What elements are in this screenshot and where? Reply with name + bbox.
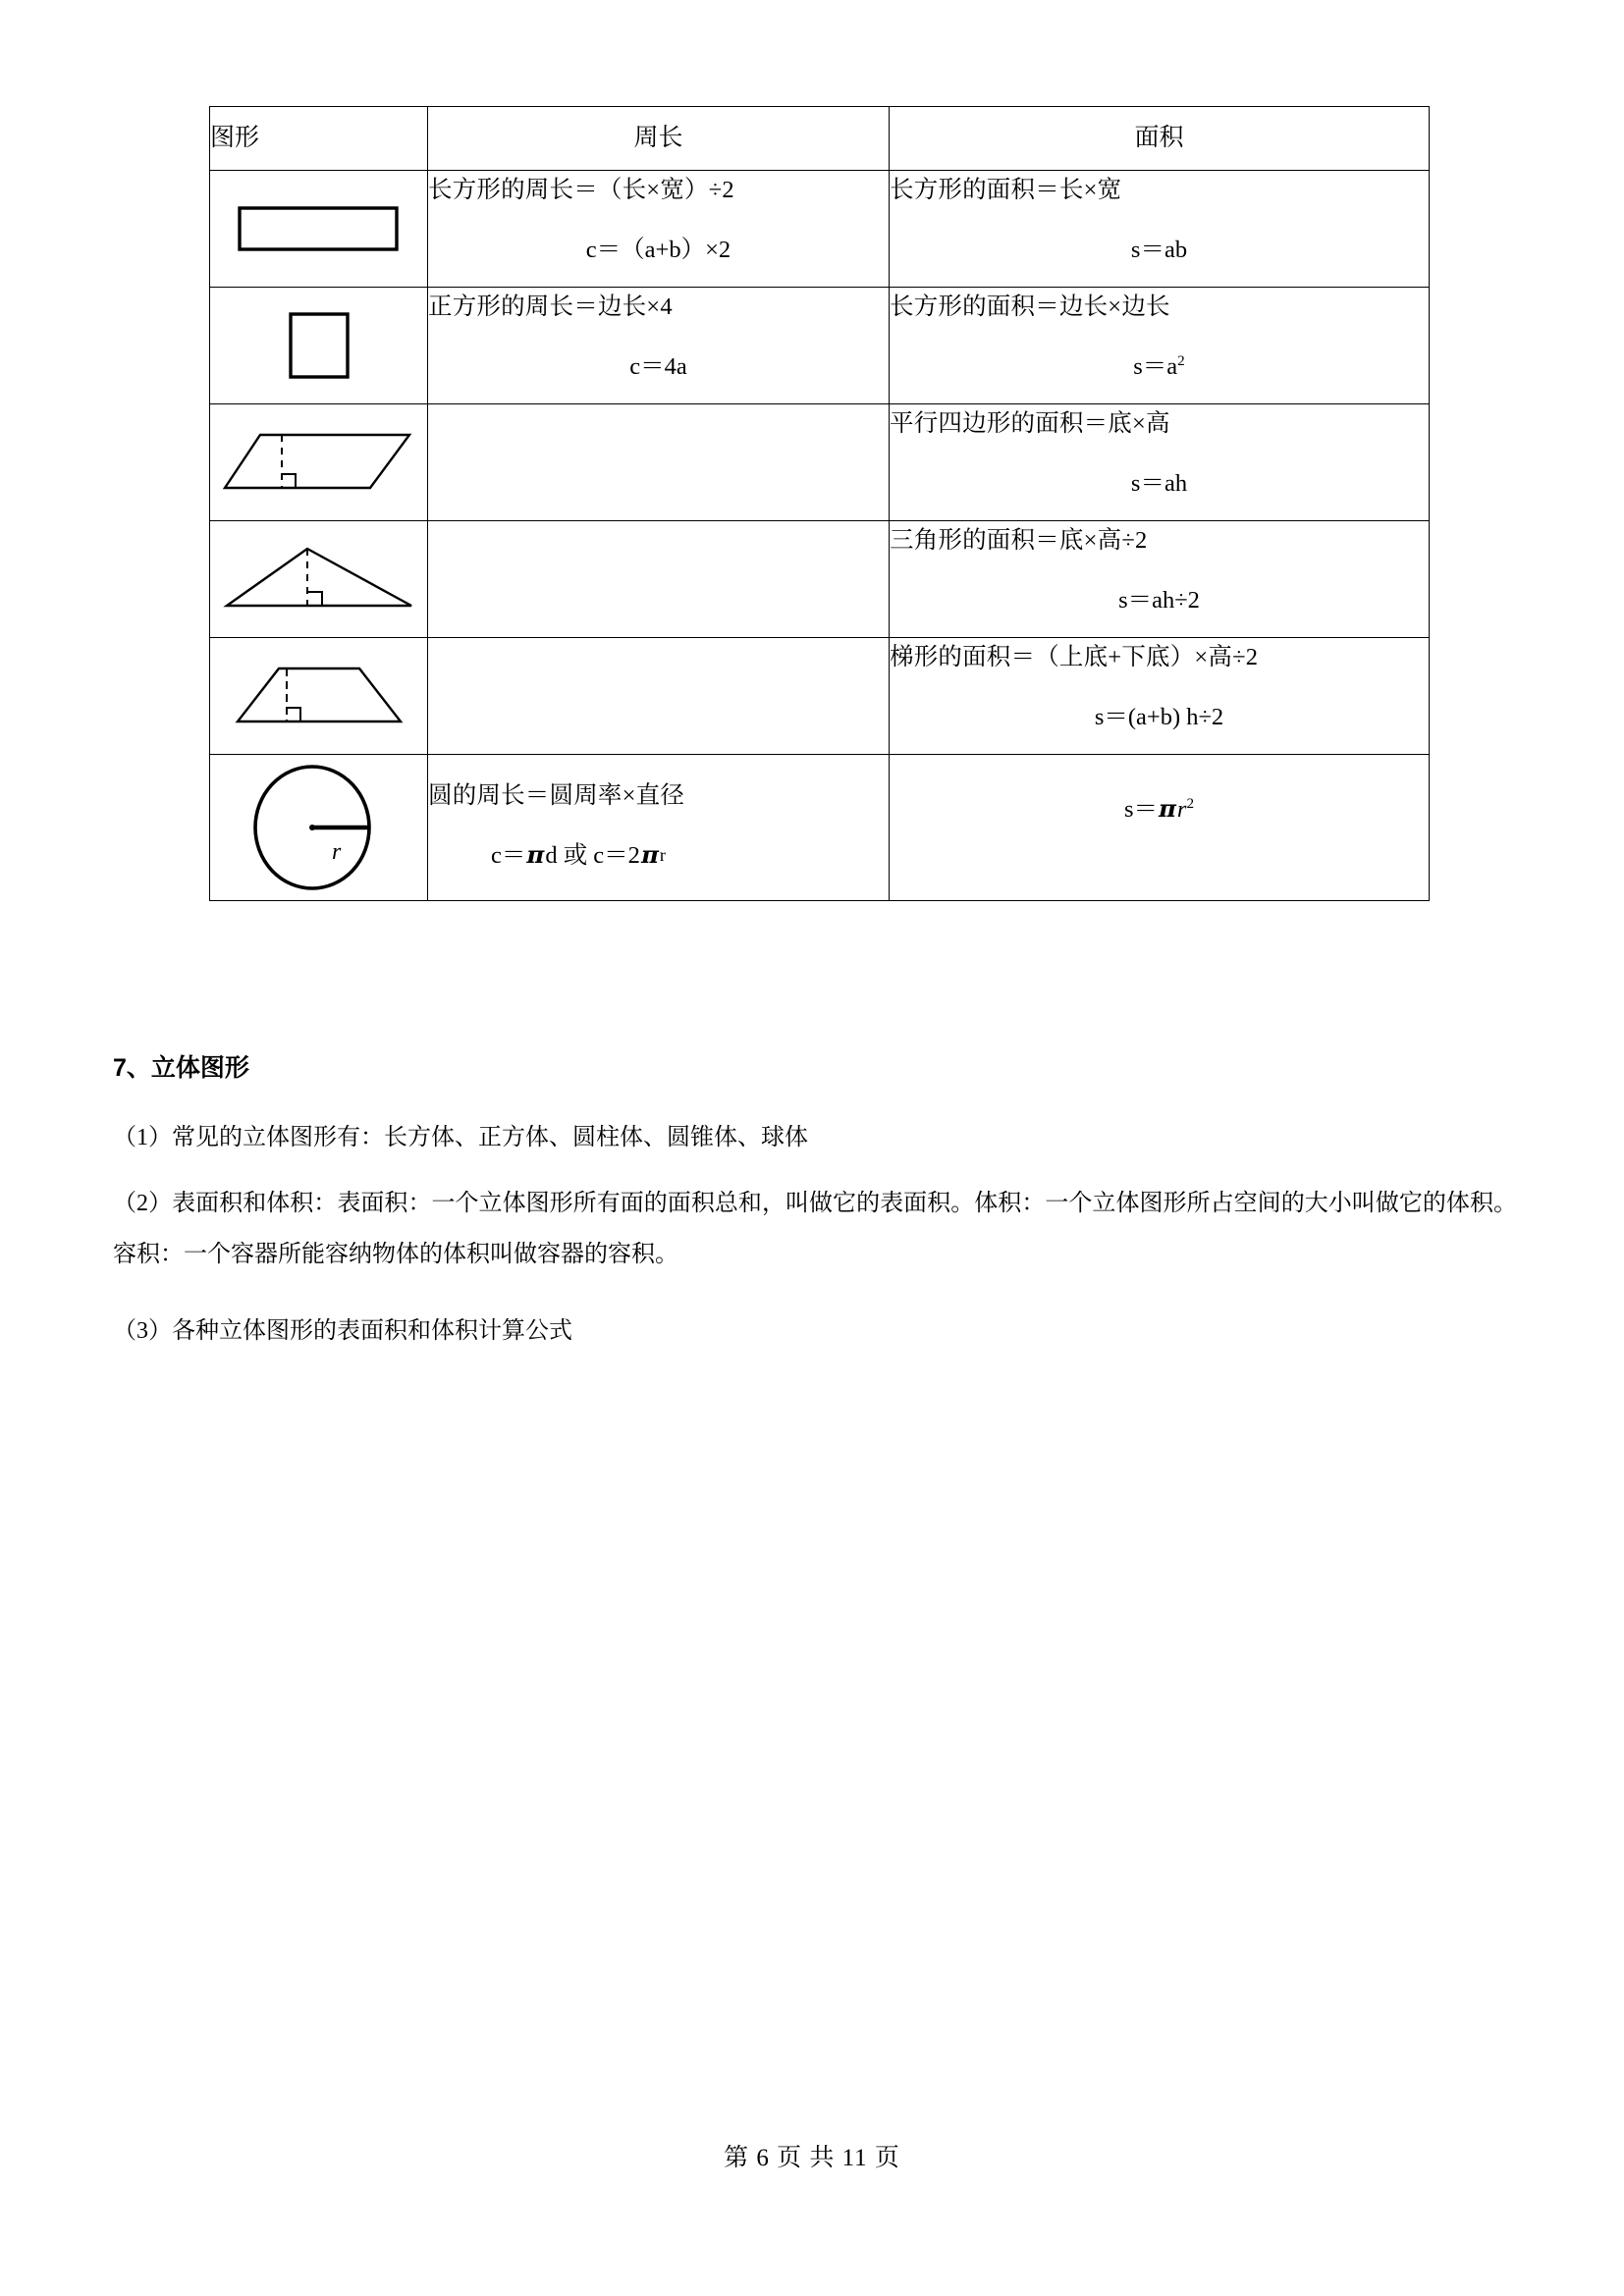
pi-symbol: π xyxy=(526,840,545,869)
trapezoid-shape-icon xyxy=(210,638,427,754)
area-cell-triangle xyxy=(890,521,1430,638)
shape-cell-circle xyxy=(210,755,428,901)
section-heading-solid-figures: 7、立体图形 xyxy=(113,1054,249,1082)
area-formula-symbolic: s＝ah xyxy=(1130,470,1188,497)
perimeter-cell-rectangle xyxy=(428,171,890,288)
perimeter-formula-text: 正方形的周长＝边长×4 xyxy=(428,294,673,320)
header-area: 面积 xyxy=(890,107,1430,171)
perimeter-formula-symbolic: c＝（a+b）×2 xyxy=(585,237,731,263)
area-formula-symbolic: s＝(a+b) h÷2 xyxy=(1094,704,1224,730)
perimeter-cell-circle xyxy=(428,755,890,901)
geometry-formula-table-container xyxy=(209,106,1429,901)
table-row xyxy=(210,404,1430,521)
perimeter-cell-square xyxy=(428,288,890,404)
geometry-formula-table xyxy=(209,106,1430,901)
perimeter-cell-triangle xyxy=(428,521,890,638)
perimeter-formula-text: 圆的周长＝圆周率×直径 xyxy=(428,782,685,809)
perimeter-part-a: c＝ xyxy=(491,842,526,869)
pi-symbol: π xyxy=(640,840,659,869)
table-row xyxy=(210,521,1430,638)
area-cell-rectangle xyxy=(890,171,1430,288)
table-row xyxy=(210,288,1430,404)
radius-symbol: r xyxy=(659,844,666,865)
triangle-shape-icon xyxy=(210,521,427,637)
shape-cell-parallelogram xyxy=(210,404,428,521)
area-formula-text: 平行四边形的面积＝底×高 xyxy=(890,410,1170,437)
area-cell-parallelogram xyxy=(890,404,1430,521)
area-formula-text: 长方形的面积＝边长×边长 xyxy=(890,294,1170,320)
radius-label: r xyxy=(331,839,341,865)
area-formula-text: 三角形的面积＝底×高÷2 xyxy=(890,527,1148,554)
shape-cell-triangle xyxy=(210,521,428,638)
area-formula-text: 长方形的面积＝长×宽 xyxy=(890,177,1122,203)
area-formula-symbolic: s＝ah÷2 xyxy=(1118,587,1200,614)
page-footer: 第 6 页 共 11 页 xyxy=(724,2145,900,2171)
area-cell-trapezoid xyxy=(890,638,1430,755)
paragraph-formulas-intro: （3）各种立体图形的表面积和体积计算公式 xyxy=(113,1318,572,1344)
pi-symbol: π xyxy=(1158,794,1176,823)
table-row xyxy=(210,755,1430,901)
area-part-a: s＝ xyxy=(1123,796,1158,823)
shape-cell-trapezoid xyxy=(210,638,428,755)
table-header-row xyxy=(210,107,1430,171)
area-formula-base: s＝a xyxy=(1133,353,1178,380)
circle-shape-icon xyxy=(210,755,427,900)
perimeter-formula-symbolic xyxy=(428,836,889,871)
area-formula-symbolic xyxy=(890,347,1429,382)
header-shape: 图形 xyxy=(210,107,428,171)
area-formula-text: 梯形的面积＝（上底+下底）×高÷2 xyxy=(890,644,1259,670)
area-formula-exponent: 2 xyxy=(1177,351,1185,369)
area-cell-circle xyxy=(890,755,1430,901)
table-row xyxy=(210,171,1430,288)
perimeter-formula-symbolic: c＝4a xyxy=(629,353,687,380)
table-row xyxy=(210,638,1430,755)
perimeter-part-b: d 或 c＝2 xyxy=(545,842,640,869)
shape-cell-rectangle xyxy=(210,171,428,288)
shape-cell-square xyxy=(210,288,428,404)
rectangle-shape-icon xyxy=(210,171,427,287)
paragraph-surface-area-and-volume: （2）表面积和体积：表面积：一个立体图形所有面的面积总和，叫做它的表面积。体积：一个立体图形所占空间的大小叫做它的体积。容积：一个容器所能容纳物体的体积叫做容器的容积。 xyxy=(113,1191,1517,1267)
area-exponent: 2 xyxy=(1186,794,1195,812)
area-cell-square xyxy=(890,288,1430,404)
area-formula-symbolic: s＝ab xyxy=(1130,237,1188,263)
perimeter-cell-parallelogram xyxy=(428,404,890,521)
parallelogram-shape-icon xyxy=(210,404,427,520)
perimeter-cell-trapezoid xyxy=(428,638,890,755)
perimeter-formula-text: 长方形的周长＝（长×宽）÷2 xyxy=(428,177,734,203)
area-formula-symbolic xyxy=(890,755,1429,825)
header-perimeter: 周长 xyxy=(428,107,890,171)
radius-symbol: r xyxy=(1176,796,1187,823)
square-shape-icon xyxy=(210,288,427,403)
paragraph-common-solid-figures: （1）常见的立体图形有：长方体、正方体、圆柱体、圆锥体、球体 xyxy=(113,1125,808,1150)
